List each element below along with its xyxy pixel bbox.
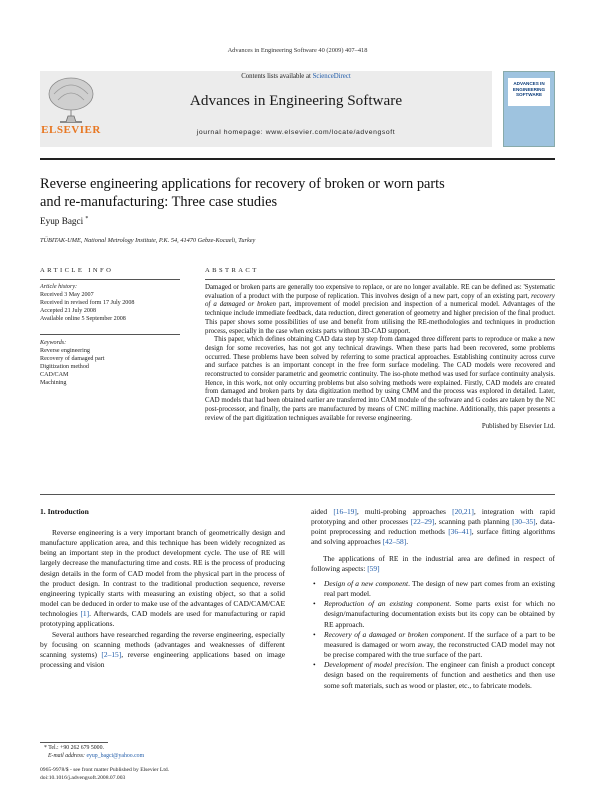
- title-line: Reverse engineering applications for recovery of broken or worn parts: [40, 176, 445, 192]
- keyword: Digitization method: [40, 363, 89, 370]
- abstract-paragraph: [205, 284, 555, 336]
- keywords-label: Keywords:: [40, 340, 67, 346]
- article-info-heading: ARTICLE INFO: [40, 267, 114, 274]
- page-footer: [40, 767, 285, 782]
- list-item-text: . Some parts exist for which no design/manufacturing documentation exists but its copy can be obtained by RE approach.: [324, 599, 555, 629]
- author-footnote-mark[interactable]: *: [85, 216, 89, 222]
- body-text: .: [406, 537, 409, 547]
- footnote-email-label: E-mail address:: [48, 752, 87, 759]
- title-line: and re-manufacturing: Three case studies: [40, 194, 278, 210]
- body-text: . Afterwards, CAD models are used for manufacturing or rapid prototyping applications.: [40, 609, 285, 629]
- journal-homepage[interactable]: journal homepage: www.elsevier.com/locate/advengsoft: [196, 129, 396, 136]
- citation-link[interactable]: [16–19]: [333, 507, 357, 516]
- body-paragraph: [311, 554, 555, 574]
- list-item-term: Reproduction of an existing component: [324, 599, 450, 609]
- footnote-rule: [40, 742, 108, 743]
- history-item: Received in revised form 17 July 2008: [40, 299, 135, 306]
- keyword: Machining: [40, 379, 67, 386]
- citation-link[interactable]: [30–35]: [512, 517, 536, 527]
- body-rule: [40, 494, 555, 495]
- author-email-link[interactable]: eyup_bagci@yahoo.com: [86, 752, 145, 759]
- body-column-right: [311, 507, 555, 691]
- list-item-text: . If the surface of a part to be measured is damaged or worn away, the reconstructed CAD model may not be precise compared with the true surface of the part.: [324, 629, 555, 660]
- cover-line: ENGINEERING: [512, 86, 546, 92]
- abstract-body: [205, 284, 555, 432]
- sciencedirect-link[interactable]: ScienceDirect: [312, 73, 351, 80]
- publisher-note: Published by Elsevier Ltd.: [481, 423, 555, 431]
- author: [40, 216, 88, 226]
- contents-available: [100, 73, 492, 80]
- citation-link[interactable]: [2–15]: [101, 649, 122, 659]
- list-item-text: . The design of new part comes from an existing real part model.: [324, 578, 555, 599]
- abstract-rule: [205, 279, 555, 280]
- running-header: Advances in Engineering Software 40 (2009) 407–418: [227, 47, 368, 54]
- journal-cover-thumbnail: [503, 71, 555, 147]
- body-text: , data-point preprocessing and reduction methods: [311, 517, 555, 537]
- history-label: Article history:: [40, 284, 78, 290]
- keyword: CAD/CAM: [40, 371, 69, 378]
- footnote-email-line: [40, 753, 285, 761]
- body-paragraph: [311, 507, 555, 548]
- body-paragraph: [40, 528, 285, 630]
- author-name[interactable]: Eyup Bagci: [40, 216, 84, 227]
- section-heading-introduction: 1. Introduction: [40, 507, 89, 516]
- citation-link[interactable]: [59]: [367, 563, 380, 573]
- list-item: [311, 660, 555, 690]
- list-item: [311, 579, 555, 599]
- citation-link[interactable]: [20,21]: [452, 507, 474, 516]
- citation-link[interactable]: [42–58]: [382, 537, 407, 547]
- citation-link[interactable]: [36–41]: [448, 527, 472, 537]
- body-text: , surface fitting algorithms and solving approaches: [311, 527, 556, 547]
- citation-link[interactable]: [22–29]: [410, 517, 435, 527]
- abstract-paragraph: This paper, which defines obtaining CAD data step by step from damaged three different parts to reproduce or make a new design for some recoveries, has not got any technical drawings. When these parts had been recovered, some problems occurred. These problems have been solved by referring to some practical approaches. Establishing continuity across curve and surface patches is an important concept in the free form surface modeling. The CAD models were recovered and reconstructed to consider parametric and geometric continuity. The iso-phote method was used for surface continuity analysis. Hence, in this work, not only occurring problems but also solving methods were explained. Firstly, CAD models are created from damaged and broken parts by data digitization method by using CMM and the process was explored in detailed. Later, CAD models that had been obtained earlier are transferred into CAM module of the software and G codes are taken by the NC post-processor, and finally, the parts are manufactured by means of CNC milling machine. Additionally, this paper presents a review of the part digitization techniques available for reverse engineering.: [205, 336, 555, 422]
- abstract-emphasis: recovery of a damaged or broken: [205, 292, 555, 309]
- list-item-text: . The engineer can finish a product concept design based on the requirements of function and aesthetics and then use some soft materials, such as wood or plaster, etc., to fabricate models.: [324, 660, 555, 690]
- body-column-left: [40, 528, 285, 670]
- body-text: aided: [311, 507, 334, 516]
- list-item-term: Development of model precision: [324, 660, 423, 670]
- author-footnote: [40, 745, 285, 760]
- keyword: Reverse engineering: [40, 347, 90, 354]
- list-item-term: Design of a new component: [324, 578, 409, 588]
- abstract-heading: ABSTRACT: [205, 267, 259, 274]
- header-rule: [40, 158, 555, 160]
- journal-title: Advances in Engineering Software: [189, 92, 403, 109]
- article-title: [40, 175, 555, 211]
- doi[interactable]: doi:10.1016/j.advengsoft.2008.07.003: [40, 774, 126, 781]
- list-item: [311, 599, 555, 629]
- history-item: Accepted 21 July 2008: [40, 307, 97, 314]
- body-text: , integration with rapid prototyping and other processes: [311, 507, 555, 527]
- elsevier-wordmark: ELSEVIER: [41, 124, 101, 136]
- body-text: The applications of RE in the industrial area are defined in respect of following aspects:: [311, 553, 555, 573]
- history-item: Received 3 May 2007: [40, 291, 94, 298]
- list-item-term: Recovery of a damaged or broken component: [324, 629, 464, 639]
- article-history: [40, 284, 180, 324]
- info-divider: [40, 334, 180, 335]
- contents-prefix: Contents lists available at: [241, 73, 313, 80]
- keywords: [40, 340, 180, 387]
- cover-line: SOFTWARE: [515, 92, 543, 97]
- cover-line: ADVANCES IN: [513, 81, 545, 86]
- applications-list: [311, 579, 555, 691]
- info-rule: [40, 279, 180, 280]
- abstract-text: Damaged or broken parts are generally too expensive to replace, or are no longer available. RE can be defined as: 'Systematic evaluation of a product with the purpose of replication. This involves design of a new part, copy of an existing part,: [205, 284, 555, 300]
- body-text: Several authors have researched regarding the reverse engineering, especially by focusing on scanning methods (advantages and weaknesses of different scanning systems): [40, 629, 285, 659]
- affiliation: TÜBITAK-UME, National Metrology Institute, P.K. 54, 41470 Gebze-Kocaeli, Turkey: [40, 237, 256, 244]
- body-text: , multi-probing approaches: [356, 507, 453, 516]
- body-text: Reverse engineering is a very important branch of geometrically design and manufacture application area, and this technique has been widely recognized as being an important step in the product development cycle. The use of RE will largely decrease the manufacturing time and costs. RE is the process of producing design details in the form of CAD model from the physical part in the process of the product design. In contrast to the traditional production sequence, reverse engineering typically starts with measuring an existing object, so that a solid model can be deduced in order to make use of the advantages of CAD/CAM/CAE technologies: [40, 528, 285, 619]
- body-text: , scanning path planning: [434, 517, 513, 527]
- list-item: [311, 630, 555, 660]
- abstract-text: part, improvement of model precision and inspection of a numerical model. Advantages of the technique include immediate feedback, data reduction, direct generation of geometry and higher precision of the final product. This paper shows some possibilities of use and benefit from utilising the RE-methodologies and techniques in production process, especially in the case when exists parts without 3D-CAD support.: [205, 301, 555, 335]
- footer-line: 0965-9978/$ - see front matter Published by Elsevier Ltd.: [40, 767, 170, 773]
- keyword: Recovery of damaged part: [40, 355, 105, 362]
- body-text: , reverse engineering applications based on image processing and vision: [40, 649, 285, 670]
- body-paragraph: [40, 630, 285, 671]
- footnote-tel: * Tel.: +90 262 679 5000.: [44, 745, 104, 751]
- history-item: Available online 5 September 2008: [40, 315, 126, 322]
- citation-link[interactable]: [1]: [80, 609, 90, 619]
- cover-title-panel: [508, 78, 550, 106]
